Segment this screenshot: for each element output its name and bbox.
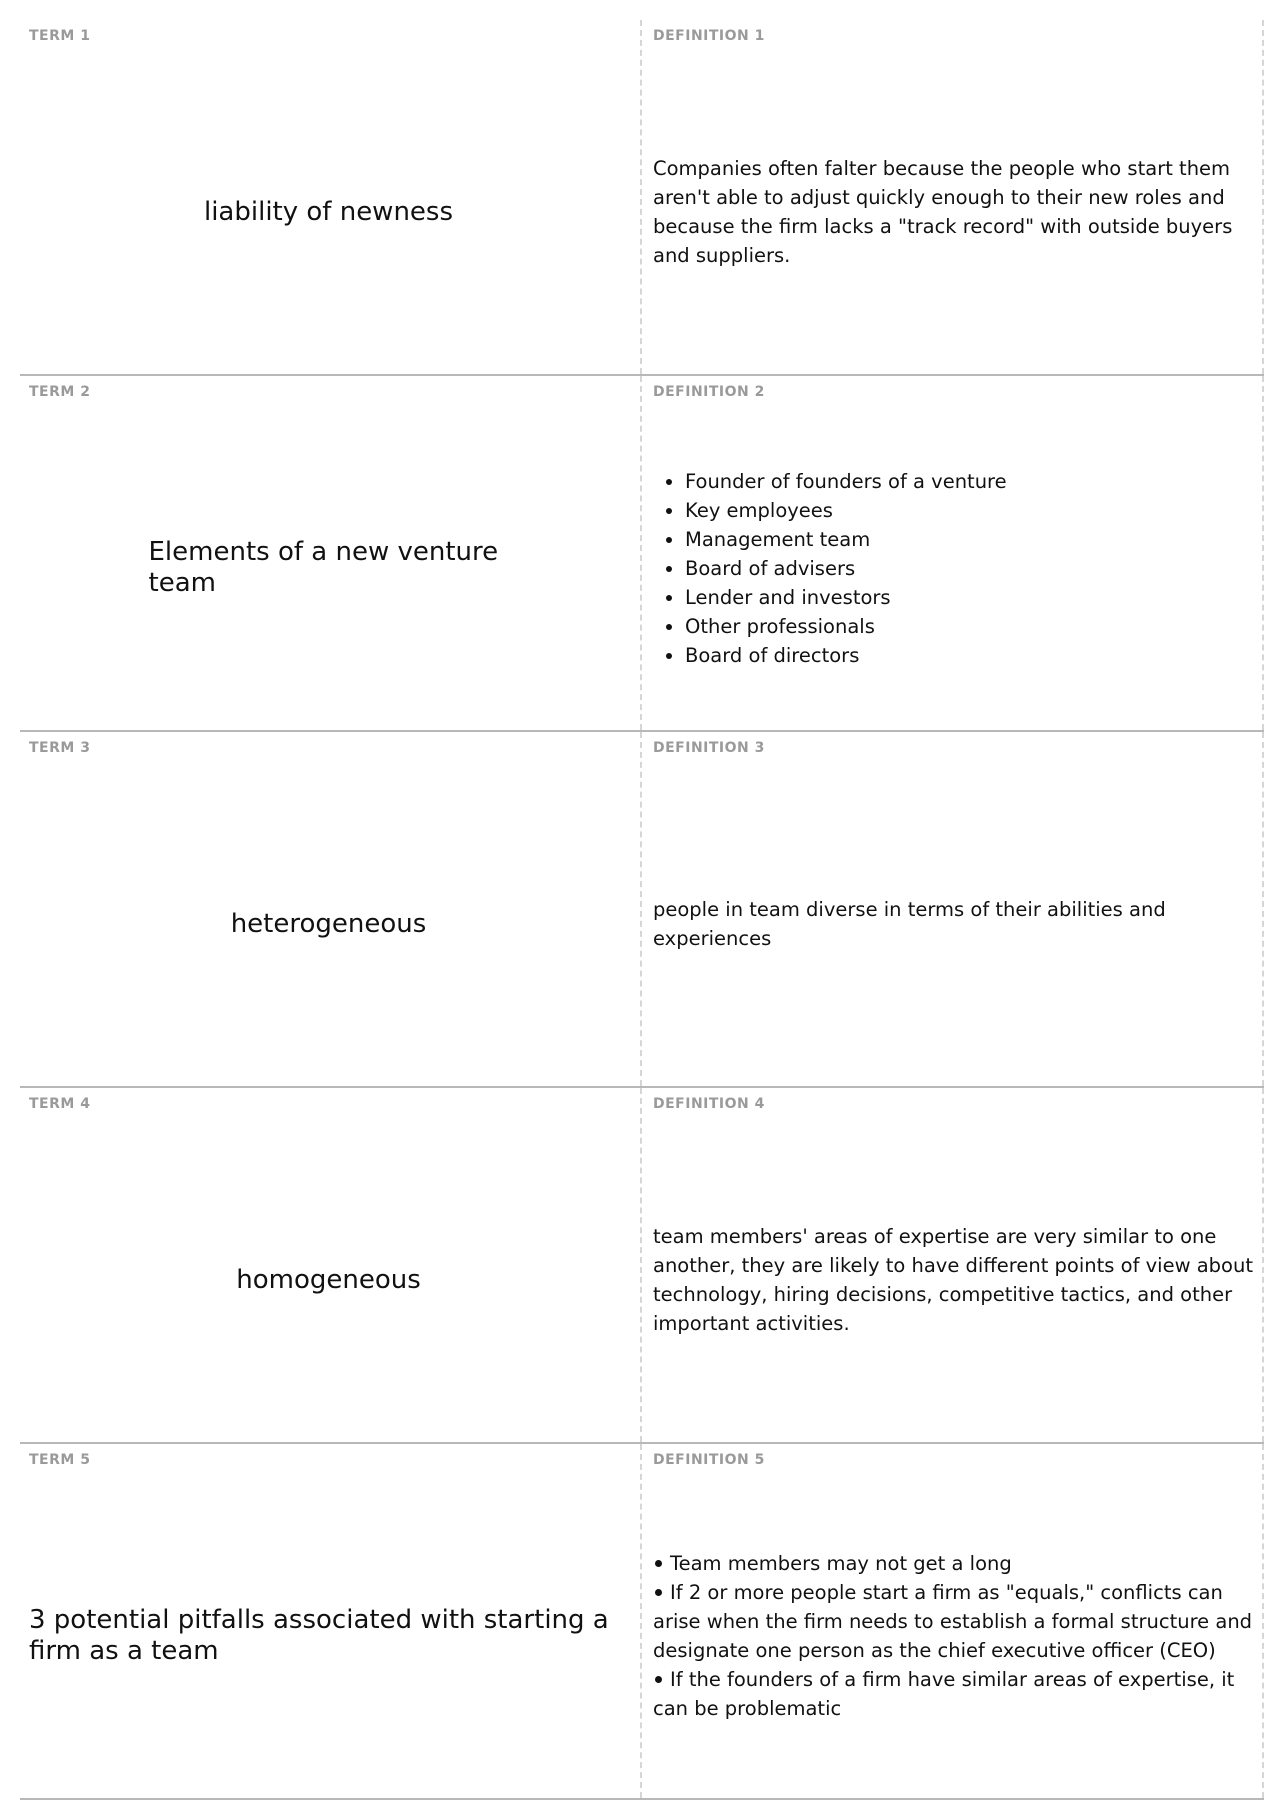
- list-item: • Management team: [685, 525, 1254, 554]
- definition-cell: [642, 1444, 1264, 1798]
- list-item: • Founder of founders of a venture: [685, 467, 1254, 496]
- term-cell: [20, 732, 642, 1086]
- definition-text: team members' areas of expertise are very similar to one another, they are likely to have different points of view about technology, hiring decisions, competitive tactics, and other important activities.: [653, 1225, 1253, 1335]
- term-cell: [20, 1444, 642, 1798]
- flashcard-row: [20, 20, 1264, 376]
- flashcard-row: [20, 1444, 1264, 1800]
- term-text: homogeneous: [236, 1264, 421, 1295]
- list-item: • Lender and investors: [685, 583, 1254, 612]
- flashcard-row: [20, 376, 1264, 732]
- definition-text: Companies often falter because the people who start them aren't able to adjust quickly enough to their new roles and because the firm lacks a "track record" with outside buyers and suppliers.: [653, 157, 1233, 267]
- list-item: • Key employees: [685, 496, 1254, 525]
- term-text: heterogeneous: [230, 908, 427, 939]
- term-label: TERM 5: [29, 1452, 91, 1468]
- list-item: • Other professionals: [685, 612, 1254, 641]
- term-text: 3 potential pitfalls associated with starting a firm as a team: [29, 1605, 609, 1666]
- definition-cell: [642, 732, 1264, 1086]
- definition-label: DEFINITION 2: [653, 384, 765, 400]
- term-text: liability of newness: [203, 196, 454, 227]
- term-cell: [20, 1088, 642, 1442]
- bullet-icon: [655, 1676, 662, 1683]
- definition-cell: [642, 20, 1264, 374]
- list-item: [653, 1665, 1254, 1723]
- term-label: TERM 1: [29, 28, 91, 44]
- term-cell: [20, 376, 642, 730]
- list-item: [653, 1578, 1254, 1665]
- definition-label: DEFINITION 4: [653, 1096, 765, 1112]
- definition-text: people in team diverse in terms of their abilities and experiences: [653, 898, 1166, 950]
- list-item: • Board of advisers: [685, 554, 1254, 583]
- term-label: TERM 3: [29, 740, 91, 756]
- definition-cell: [642, 376, 1264, 730]
- bullet-icon: [655, 1589, 662, 1596]
- term-cell: [20, 20, 642, 374]
- list-item-text: Team members may not get a long: [670, 1552, 1012, 1575]
- definition-label: DEFINITION 3: [653, 740, 765, 756]
- term-label: TERM 2: [29, 384, 91, 400]
- term-text: Elements of a new venture team: [148, 537, 499, 598]
- flashcard-row: [20, 1088, 1264, 1444]
- list-item-text: If the founders of a firm have similar areas of expertise, it can be problematic: [653, 1668, 1235, 1720]
- list-item: • Board of directors: [685, 641, 1254, 670]
- list-item-text: If 2 or more people start a firm as "equals," conflicts can arise when the firm needs to establish a formal structure and designate one person as the chief executive officer (CEO): [653, 1581, 1253, 1662]
- definition-label: DEFINITION 5: [653, 1452, 765, 1468]
- term-label: TERM 4: [29, 1096, 91, 1112]
- list-item: [653, 1549, 1254, 1578]
- flashcard-row: [20, 732, 1264, 1088]
- definition-list: [653, 1549, 1254, 1723]
- bullet-icon: [655, 1560, 662, 1567]
- definition-cell: [642, 1088, 1264, 1442]
- definition-list: [653, 467, 1254, 670]
- definition-label: DEFINITION 1: [653, 28, 765, 44]
- flashcard-sheet: [20, 20, 1264, 1802]
